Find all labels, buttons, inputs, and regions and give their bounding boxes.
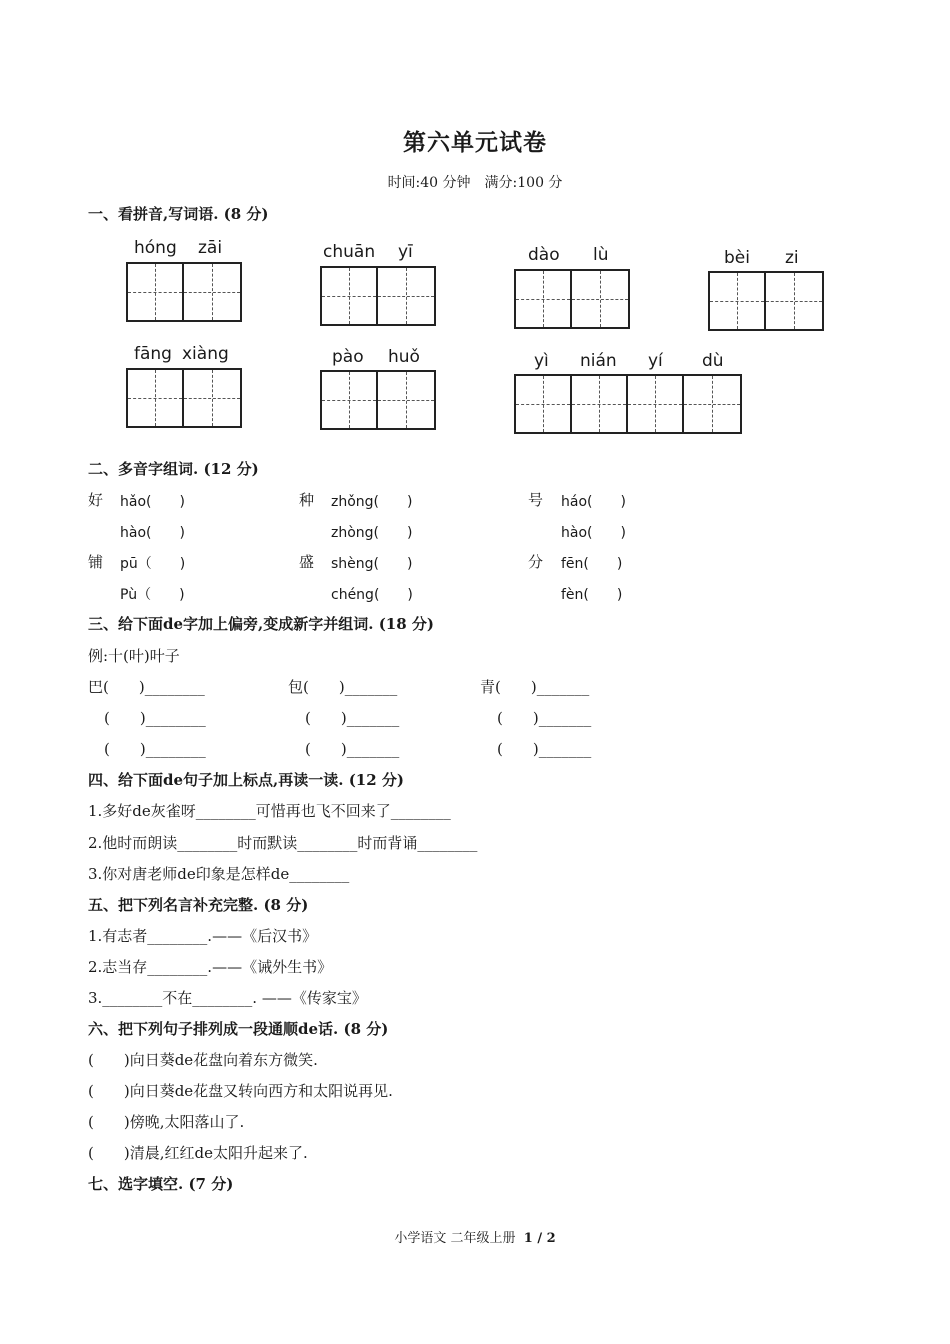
writing-grid[interactable] xyxy=(708,271,824,331)
pinyin-label: zāi xyxy=(198,238,223,258)
radical-blank[interactable]: ( )_______ xyxy=(305,740,400,758)
polyphone-char: 种 xyxy=(299,491,315,509)
exam-info: 时间:40 分钟 满分:100 分 xyxy=(387,175,563,191)
radical-blank[interactable]: ( )_______ xyxy=(497,740,592,758)
polyphone-reading[interactable]: Pù（ ) xyxy=(120,587,185,603)
radical-blank[interactable]: 巴( )________ xyxy=(88,678,205,696)
pinyin-label: huǒ xyxy=(388,347,420,367)
polyphone-char: 铺 xyxy=(88,553,104,571)
polyphone-reading[interactable]: pū（ ) xyxy=(120,556,186,572)
pinyin-label: yī xyxy=(398,242,413,262)
pinyin-label: lù xyxy=(593,245,609,265)
writing-grid[interactable] xyxy=(514,374,742,434)
polyphone-reading[interactable]: háo( ) xyxy=(561,494,626,510)
radical-blank[interactable]: ( )_______ xyxy=(305,709,400,727)
polyphone-char: 好 xyxy=(88,491,104,509)
section-2-heading: 二、多音字组词. (12 分) xyxy=(88,460,259,478)
writing-grid[interactable] xyxy=(514,269,630,329)
pinyin-label: dù xyxy=(702,351,724,371)
quote-line[interactable]: 2.志当存________.——《诫外生书》 xyxy=(88,958,333,976)
ordering-line[interactable]: ( )傍晚,太阳落山了. xyxy=(88,1113,245,1131)
radical-blank[interactable]: ( )________ xyxy=(104,740,206,758)
ordering-line[interactable]: ( )向日葵de花盘向着东方微笑. xyxy=(88,1051,318,1069)
pinyin-label: nián xyxy=(580,351,617,371)
page-title: 第六单元试卷 xyxy=(403,129,547,156)
radical-blank[interactable]: 青( )_______ xyxy=(480,678,590,696)
polyphone-reading[interactable]: shèng( ) xyxy=(331,556,413,572)
ordering-line[interactable]: ( )清晨,红红de太阳升起来了. xyxy=(88,1144,308,1162)
radical-blank[interactable]: ( )________ xyxy=(104,709,206,727)
polyphone-reading[interactable]: fèn( ) xyxy=(561,587,623,603)
pinyin-label: bèi xyxy=(724,248,750,268)
pinyin-label: dào xyxy=(528,245,560,265)
pinyin-label: yì xyxy=(534,351,549,371)
page-number: 1 / 2 xyxy=(523,1231,556,1246)
pinyin-label: fāng xyxy=(134,344,172,364)
pinyin-label: hóng xyxy=(134,238,177,258)
polyphone-reading[interactable]: chéng( ) xyxy=(331,587,413,603)
writing-grid[interactable] xyxy=(126,262,242,322)
page-footer xyxy=(0,1227,950,1246)
polyphone-reading[interactable]: fēn( ) xyxy=(561,556,623,572)
pinyin-label: zi xyxy=(785,248,799,268)
punctuation-line[interactable]: 1.多好de灰雀呀________可惜再也飞不回来了________ xyxy=(88,802,451,820)
section-7-heading: 七、选字填空. (7 分) xyxy=(88,1175,234,1193)
polyphone-char: 分 xyxy=(528,553,544,571)
writing-grid[interactable] xyxy=(320,266,436,326)
writing-grid[interactable] xyxy=(320,370,436,430)
radical-blank[interactable]: 包( )_______ xyxy=(288,678,398,696)
punctuation-line[interactable]: 3.你对唐老师de印象是怎样de________ xyxy=(88,865,350,883)
polyphone-reading[interactable]: hào( ) xyxy=(561,525,626,541)
quote-line[interactable]: 1.有志者________.——《后汉书》 xyxy=(88,927,318,945)
punctuation-line[interactable]: 2.他时而朗读________时而默读________时而背诵________ xyxy=(88,834,478,852)
polyphone-char: 号 xyxy=(528,491,544,509)
pinyin-label: yí xyxy=(648,351,663,371)
section-5-heading: 五、把下列名言补充完整. (8 分) xyxy=(88,896,309,914)
section-3-heading: 三、给下面de字加上偏旁,变成新字并组词. (18 分) xyxy=(88,615,434,633)
polyphone-reading[interactable]: hào( ) xyxy=(120,525,185,541)
section-6-heading: 六、把下列句子排列成一段通顺de话. (8 分) xyxy=(88,1020,389,1038)
example-line: 例:十(叶)叶子 xyxy=(88,647,180,665)
section-1-heading: 一、看拼音,写词语. (8 分) xyxy=(88,205,269,223)
ordering-line[interactable]: ( )向日葵de花盘又转向西方和太阳说再见. xyxy=(88,1082,393,1100)
polyphone-reading[interactable]: zhǒng( ) xyxy=(331,494,413,510)
polyphone-reading[interactable]: zhòng( ) xyxy=(331,525,413,541)
pinyin-label: pào xyxy=(332,347,364,367)
section-4-heading: 四、给下面de句子加上标点,再读一读. (12 分) xyxy=(88,771,404,789)
polyphone-char: 盛 xyxy=(299,553,315,571)
pinyin-label: xiàng xyxy=(182,344,229,364)
pinyin-label: chuān xyxy=(323,242,376,262)
writing-grid[interactable] xyxy=(126,368,242,428)
footer-text: 小学语文 二年级上册 xyxy=(394,1231,516,1246)
polyphone-reading[interactable]: hǎo( ) xyxy=(120,494,185,510)
quote-line[interactable]: 3.________不在________. ——《传家宝》 xyxy=(88,989,367,1007)
radical-blank[interactable]: ( )_______ xyxy=(497,709,592,727)
